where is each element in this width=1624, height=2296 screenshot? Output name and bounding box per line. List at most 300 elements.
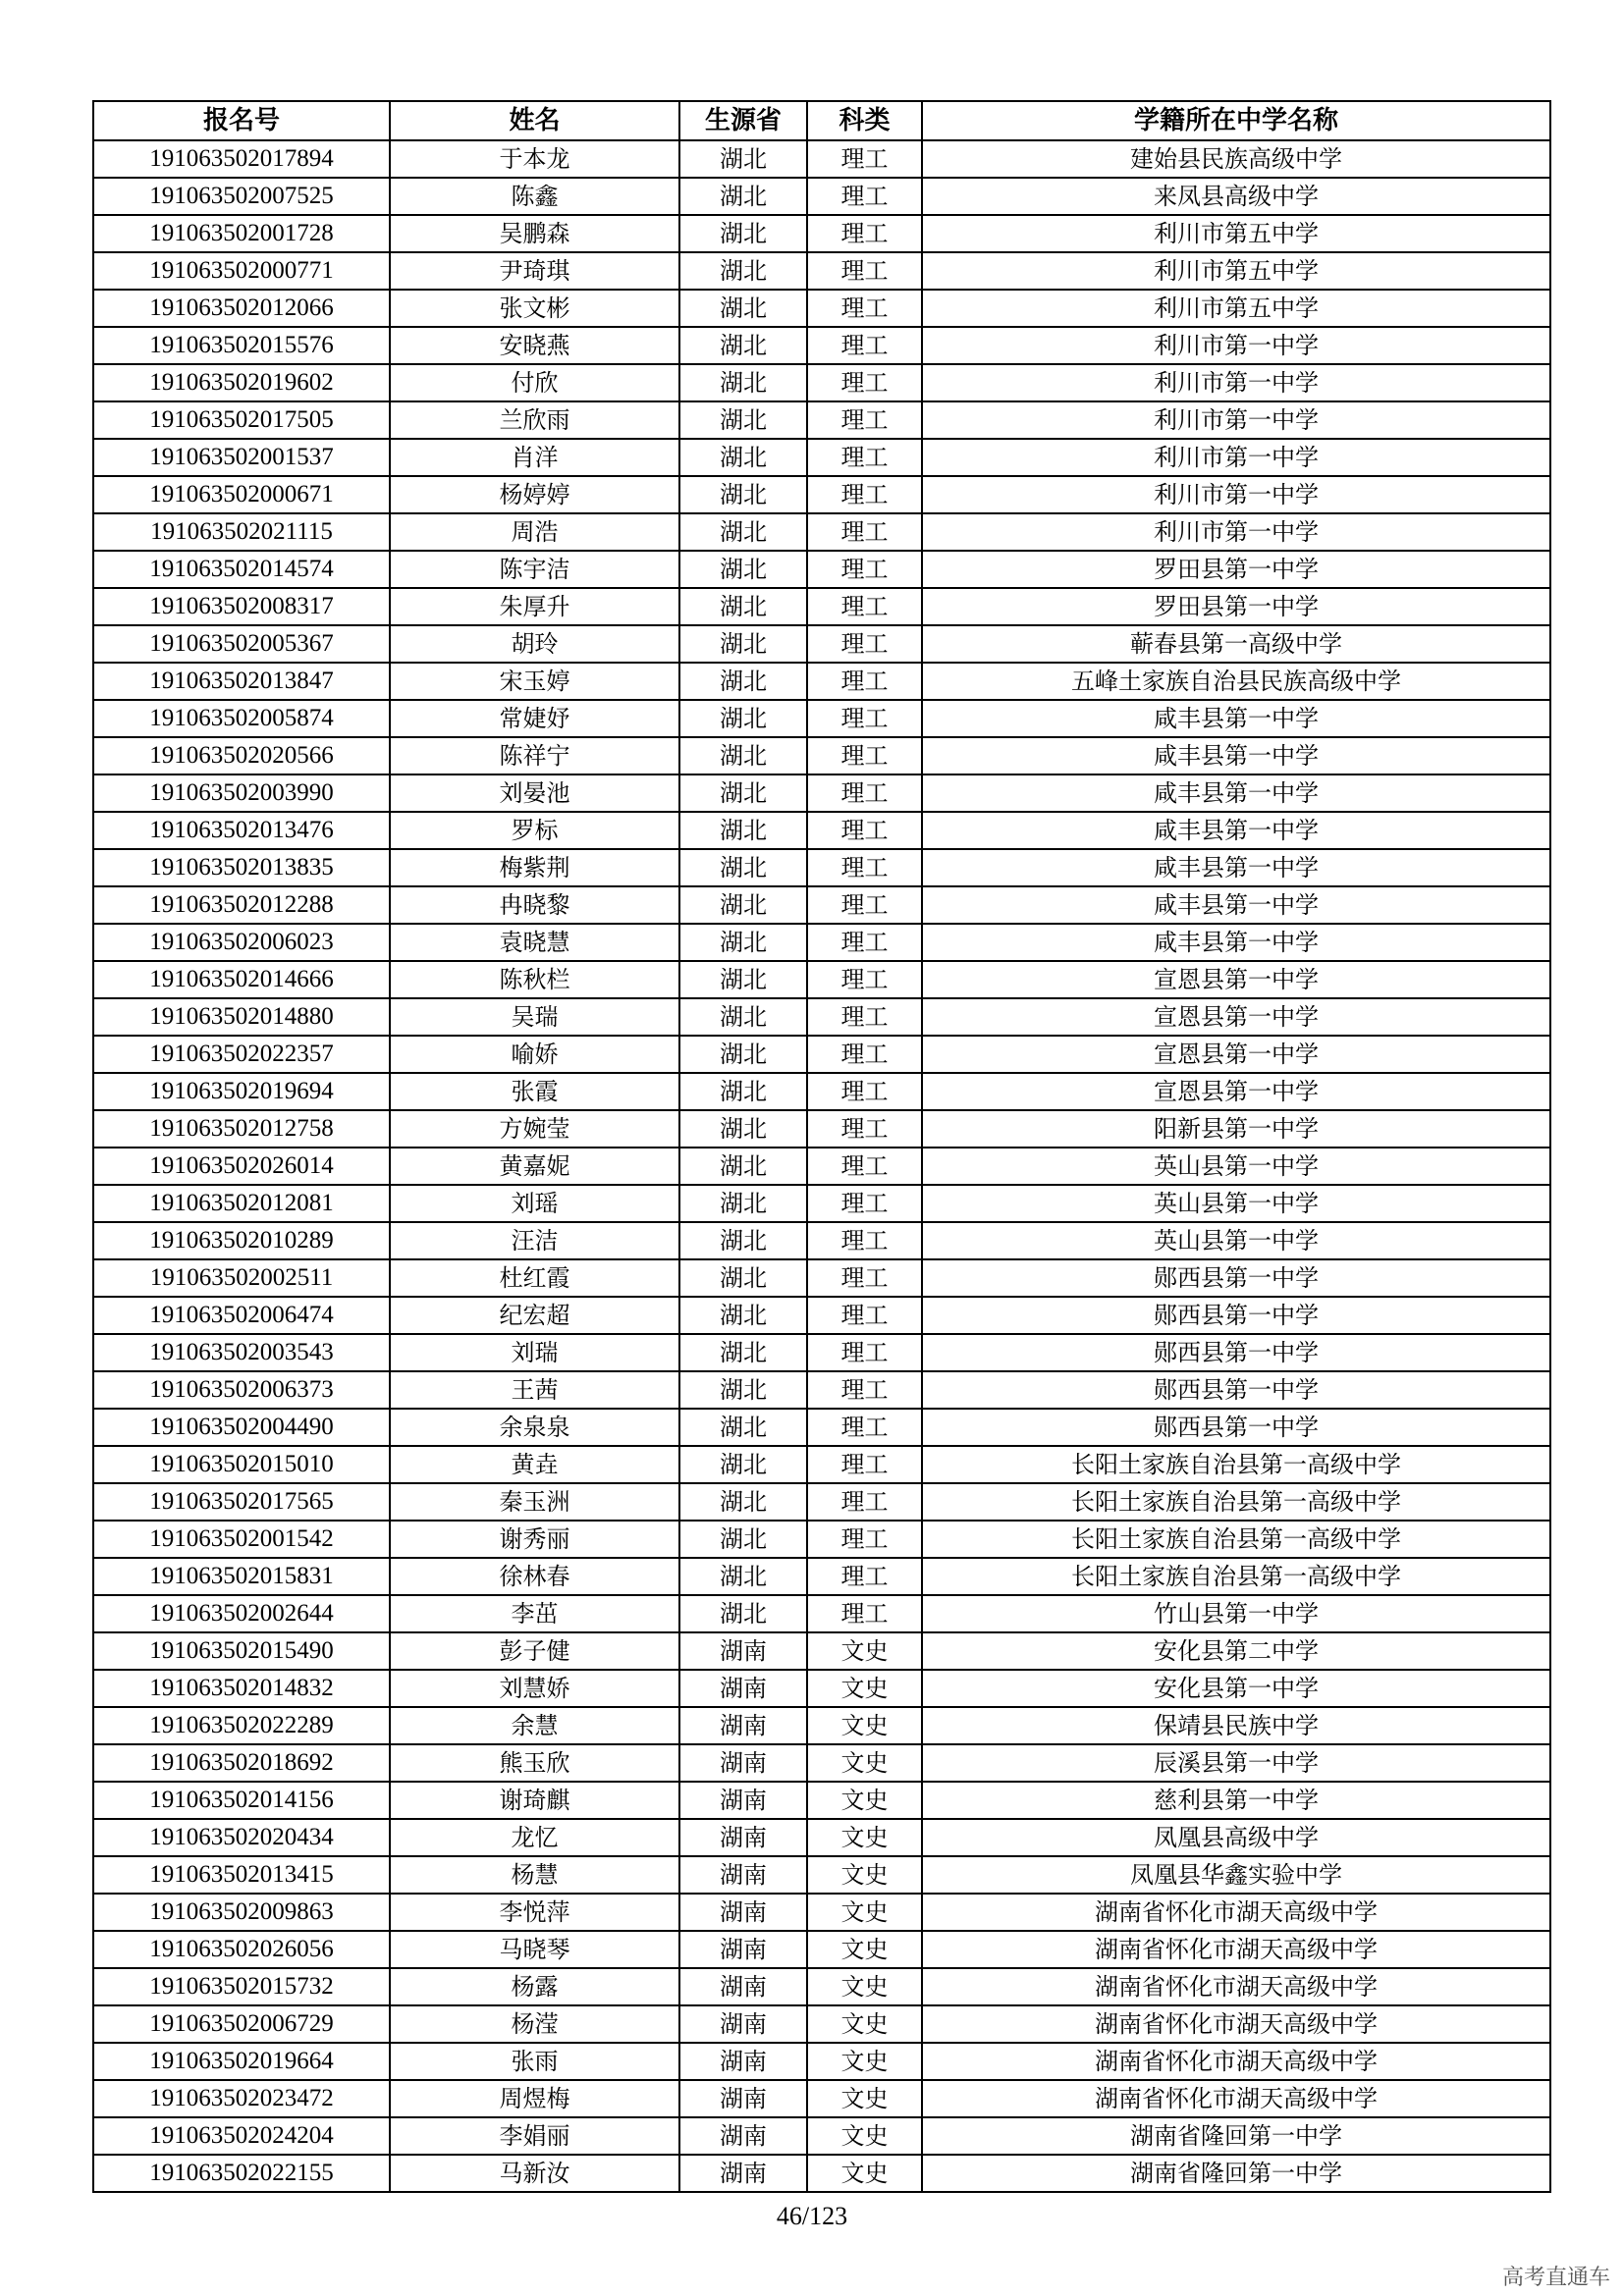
province-cell: 湖北 <box>679 998 807 1036</box>
name-cell: 付欣 <box>390 364 679 401</box>
province-cell: 湖北 <box>679 1595 807 1632</box>
subject-cell: 理工 <box>807 663 922 700</box>
reg-no-cell: 191063502026056 <box>93 1931 390 1968</box>
reg-no-cell: 191063502003543 <box>93 1334 390 1371</box>
subject-cell: 理工 <box>807 1446 922 1483</box>
school-cell: 湖南省怀化市湖天高级中学 <box>922 1894 1550 1931</box>
reg-no-cell: 191063502013476 <box>93 812 390 849</box>
province-cell: 湖北 <box>679 812 807 849</box>
school-cell: 咸丰县第一中学 <box>922 886 1550 924</box>
province-cell: 湖北 <box>679 215 807 252</box>
subject-cell: 理工 <box>807 849 922 886</box>
name-cell: 熊玉欣 <box>390 1744 679 1782</box>
reg-no-cell: 191063502006729 <box>93 2005 390 2043</box>
school-cell: 湖南省隆回第一中学 <box>922 2117 1550 2155</box>
table-row <box>93 1894 1550 1931</box>
school-cell: 利川市第一中学 <box>922 401 1550 439</box>
subject-cell: 文史 <box>807 2080 922 2117</box>
page-number: 46/123 <box>776 2202 848 2230</box>
province-cell: 湖北 <box>679 513 807 551</box>
subject-cell: 理工 <box>807 700 922 737</box>
school-cell: 郧西县第一中学 <box>922 1259 1550 1297</box>
name-cell: 陈祥宁 <box>390 737 679 774</box>
reg-no-cell: 191063502018692 <box>93 1744 390 1782</box>
school-cell: 湖南省隆回第一中学 <box>922 2155 1550 2192</box>
school-cell: 竹山县第一中学 <box>922 1595 1550 1632</box>
school-cell: 利川市第五中学 <box>922 215 1550 252</box>
name-cell: 周浩 <box>390 513 679 551</box>
reg-no-cell: 191063502019664 <box>93 2043 390 2080</box>
province-cell: 湖北 <box>679 663 807 700</box>
reg-no-cell: 191063502012081 <box>93 1185 390 1222</box>
name-cell: 杨婷婷 <box>390 476 679 513</box>
province-cell: 湖北 <box>679 1446 807 1483</box>
table-row <box>93 1483 1550 1521</box>
table-row <box>93 1297 1550 1334</box>
table-row <box>93 1036 1550 1073</box>
province-cell: 湖北 <box>679 588 807 625</box>
table-row <box>93 2043 1550 2080</box>
subject-cell: 理工 <box>807 1259 922 1297</box>
header-name: 姓名 <box>390 101 679 140</box>
province-cell: 湖北 <box>679 327 807 364</box>
reg-no-cell: 191063502012758 <box>93 1110 390 1148</box>
subject-cell: 理工 <box>807 327 922 364</box>
reg-no-cell: 191063502012066 <box>93 290 390 327</box>
school-cell: 保靖县民族中学 <box>922 1707 1550 1744</box>
province-cell: 湖北 <box>679 774 807 812</box>
table-row <box>93 1819 1550 1856</box>
school-cell: 湖南省怀化市湖天高级中学 <box>922 2080 1550 2117</box>
table-row <box>93 551 1550 588</box>
name-cell: 宋玉婷 <box>390 663 679 700</box>
school-cell: 长阳土家族自治县第一高级中学 <box>922 1483 1550 1521</box>
subject-cell: 理工 <box>807 924 922 961</box>
table-row <box>93 2005 1550 2043</box>
province-cell: 湖北 <box>679 1334 807 1371</box>
school-cell: 宣恩县第一中学 <box>922 1073 1550 1110</box>
table-row <box>93 774 1550 812</box>
name-cell: 黄嘉妮 <box>390 1148 679 1185</box>
school-cell: 湖南省怀化市湖天高级中学 <box>922 2043 1550 2080</box>
table-row <box>93 998 1550 1036</box>
table-row <box>93 588 1550 625</box>
school-cell: 五峰土家族自治县民族高级中学 <box>922 663 1550 700</box>
school-cell: 咸丰县第一中学 <box>922 737 1550 774</box>
table-row <box>93 1707 1550 1744</box>
name-cell: 马晓琴 <box>390 1931 679 1968</box>
school-cell: 凤凰县高级中学 <box>922 1819 1550 1856</box>
name-cell: 彭子健 <box>390 1632 679 1670</box>
school-cell: 咸丰县第一中学 <box>922 849 1550 886</box>
reg-no-cell: 191063502012288 <box>93 886 390 924</box>
province-cell: 湖北 <box>679 551 807 588</box>
reg-no-cell: 191063502015010 <box>93 1446 390 1483</box>
table-row <box>93 1521 1550 1558</box>
school-cell: 利川市第一中学 <box>922 327 1550 364</box>
name-cell: 安晓燕 <box>390 327 679 364</box>
province-cell: 湖北 <box>679 439 807 476</box>
name-cell: 杨慧 <box>390 1856 679 1894</box>
subject-cell: 文史 <box>807 1670 922 1707</box>
province-cell: 湖北 <box>679 178 807 215</box>
school-cell: 郧西县第一中学 <box>922 1297 1550 1334</box>
name-cell: 李茁 <box>390 1595 679 1632</box>
subject-cell: 文史 <box>807 1707 922 1744</box>
province-cell: 湖北 <box>679 1185 807 1222</box>
name-cell: 龙忆 <box>390 1819 679 1856</box>
reg-no-cell: 191063502021115 <box>93 513 390 551</box>
name-cell: 张霞 <box>390 1073 679 1110</box>
school-cell: 咸丰县第一中学 <box>922 774 1550 812</box>
province-cell: 湖南 <box>679 1782 807 1819</box>
subject-cell: 理工 <box>807 774 922 812</box>
province-cell: 湖北 <box>679 364 807 401</box>
school-cell: 长阳土家族自治县第一高级中学 <box>922 1521 1550 1558</box>
reg-no-cell: 191063502006373 <box>93 1371 390 1409</box>
subject-cell: 理工 <box>807 1558 922 1595</box>
province-cell: 湖南 <box>679 2155 807 2192</box>
reg-no-cell: 191063502002511 <box>93 1259 390 1297</box>
school-cell: 蕲春县第一高级中学 <box>922 625 1550 663</box>
province-cell: 湖南 <box>679 1819 807 1856</box>
province-cell: 湖北 <box>679 140 807 178</box>
province-cell: 湖北 <box>679 1297 807 1334</box>
subject-cell: 理工 <box>807 812 922 849</box>
province-cell: 湖南 <box>679 1744 807 1782</box>
subject-cell: 文史 <box>807 2155 922 2192</box>
subject-cell: 理工 <box>807 364 922 401</box>
table-row <box>93 513 1550 551</box>
name-cell: 于本龙 <box>390 140 679 178</box>
school-cell: 英山县第一中学 <box>922 1222 1550 1259</box>
school-cell: 湖南省怀化市湖天高级中学 <box>922 2005 1550 2043</box>
province-cell: 湖北 <box>679 700 807 737</box>
subject-cell: 文史 <box>807 1856 922 1894</box>
subject-cell: 理工 <box>807 1521 922 1558</box>
province-cell: 湖北 <box>679 1148 807 1185</box>
reg-no-cell: 191063502019694 <box>93 1073 390 1110</box>
reg-no-cell: 191063502019602 <box>93 364 390 401</box>
school-cell: 凤凰县华鑫实验中学 <box>922 1856 1550 1894</box>
subject-cell: 理工 <box>807 178 922 215</box>
table-row <box>93 886 1550 924</box>
name-cell: 陈宇洁 <box>390 551 679 588</box>
reg-no-cell: 191063502002644 <box>93 1595 390 1632</box>
province-cell: 湖南 <box>679 2080 807 2117</box>
name-cell: 朱厚升 <box>390 588 679 625</box>
school-cell: 利川市第五中学 <box>922 290 1550 327</box>
subject-cell: 文史 <box>807 1931 922 1968</box>
reg-no-cell: 191063502010289 <box>93 1222 390 1259</box>
reg-no-cell: 191063502006023 <box>93 924 390 961</box>
school-cell: 宣恩县第一中学 <box>922 1036 1550 1073</box>
province-cell: 湖北 <box>679 849 807 886</box>
reg-no-cell: 191063502015732 <box>93 1968 390 2005</box>
table-row <box>93 1744 1550 1782</box>
province-cell: 湖北 <box>679 252 807 290</box>
reg-no-cell: 191063502014880 <box>93 998 390 1036</box>
reg-no-cell: 191063502004490 <box>93 1409 390 1446</box>
reg-no-cell: 191063502003990 <box>93 774 390 812</box>
school-cell: 罗田县第一中学 <box>922 551 1550 588</box>
table-row <box>93 961 1550 998</box>
table-row <box>93 663 1550 700</box>
name-cell: 兰欣雨 <box>390 401 679 439</box>
name-cell: 纪宏超 <box>390 1297 679 1334</box>
province-cell: 湖南 <box>679 2043 807 2080</box>
province-cell: 湖南 <box>679 1968 807 2005</box>
province-cell: 湖南 <box>679 1707 807 1744</box>
subject-cell: 理工 <box>807 439 922 476</box>
subject-cell: 理工 <box>807 1409 922 1446</box>
table-row <box>93 439 1550 476</box>
school-cell: 来凤县高级中学 <box>922 178 1550 215</box>
subject-cell: 文史 <box>807 2117 922 2155</box>
name-cell: 张雨 <box>390 2043 679 2080</box>
province-cell: 湖北 <box>679 476 807 513</box>
subject-cell: 理工 <box>807 961 922 998</box>
reg-no-cell: 191063502020566 <box>93 737 390 774</box>
name-cell: 吴鹏森 <box>390 215 679 252</box>
school-cell: 罗田县第一中学 <box>922 588 1550 625</box>
table-row <box>93 1446 1550 1483</box>
name-cell: 周煜梅 <box>390 2080 679 2117</box>
province-cell: 湖北 <box>679 924 807 961</box>
table-row <box>93 1110 1550 1148</box>
name-cell: 余泉泉 <box>390 1409 679 1446</box>
reg-no-cell: 191063502000771 <box>93 252 390 290</box>
reg-no-cell: 191063502001542 <box>93 1521 390 1558</box>
table-row <box>93 252 1550 290</box>
name-cell: 黄垚 <box>390 1446 679 1483</box>
table-row <box>93 1185 1550 1222</box>
reg-no-cell: 191063502013415 <box>93 1856 390 1894</box>
table-row <box>93 737 1550 774</box>
table-row <box>93 2080 1550 2117</box>
province-cell: 湖北 <box>679 401 807 439</box>
subject-cell: 理工 <box>807 1073 922 1110</box>
subject-cell: 理工 <box>807 1222 922 1259</box>
province-cell: 湖北 <box>679 1483 807 1521</box>
table-row <box>93 140 1550 178</box>
reg-no-cell: 191063502013847 <box>93 663 390 700</box>
header-subject: 科类 <box>807 101 922 140</box>
table-row <box>93 1931 1550 1968</box>
subject-cell: 理工 <box>807 998 922 1036</box>
subject-cell: 理工 <box>807 140 922 178</box>
school-cell: 宣恩县第一中学 <box>922 961 1550 998</box>
name-cell: 王茜 <box>390 1371 679 1409</box>
subject-cell: 理工 <box>807 1297 922 1334</box>
reg-no-cell: 191063502013835 <box>93 849 390 886</box>
table-row <box>93 1148 1550 1185</box>
reg-no-cell: 191063502005874 <box>93 700 390 737</box>
name-cell: 冉晓黎 <box>390 886 679 924</box>
school-cell: 长阳土家族自治县第一高级中学 <box>922 1446 1550 1483</box>
school-cell: 湖南省怀化市湖天高级中学 <box>922 1968 1550 2005</box>
header-school: 学籍所在中学名称 <box>922 101 1550 140</box>
reg-no-cell: 191063502017565 <box>93 1483 390 1521</box>
subject-cell: 理工 <box>807 551 922 588</box>
name-cell: 张文彬 <box>390 290 679 327</box>
province-cell: 湖北 <box>679 1558 807 1595</box>
subject-cell: 文史 <box>807 1632 922 1670</box>
name-cell: 陈秋栏 <box>390 961 679 998</box>
table-row <box>93 1409 1550 1446</box>
roster-table <box>92 100 1551 2193</box>
school-cell: 利川市第一中学 <box>922 439 1550 476</box>
name-cell: 肖洋 <box>390 439 679 476</box>
name-cell: 谢琦麒 <box>390 1782 679 1819</box>
subject-cell: 理工 <box>807 1371 922 1409</box>
name-cell: 秦玉洲 <box>390 1483 679 1521</box>
name-cell: 陈鑫 <box>390 178 679 215</box>
subject-cell: 理工 <box>807 290 922 327</box>
province-cell: 湖北 <box>679 1036 807 1073</box>
school-cell: 利川市第五中学 <box>922 252 1550 290</box>
name-cell: 吴瑞 <box>390 998 679 1036</box>
subject-cell: 理工 <box>807 1185 922 1222</box>
school-cell: 辰溪县第一中学 <box>922 1744 1550 1782</box>
subject-cell: 文史 <box>807 1968 922 2005</box>
name-cell: 刘瑶 <box>390 1185 679 1222</box>
province-cell: 湖北 <box>679 737 807 774</box>
name-cell: 喻娇 <box>390 1036 679 1073</box>
subject-cell: 文史 <box>807 1894 922 1931</box>
table-row <box>93 1259 1550 1297</box>
name-cell: 方婉莹 <box>390 1110 679 1148</box>
table-row <box>93 2117 1550 2155</box>
subject-cell: 理工 <box>807 513 922 551</box>
name-cell: 谢秀丽 <box>390 1521 679 1558</box>
subject-cell: 文史 <box>807 1782 922 1819</box>
table-row <box>93 625 1550 663</box>
table-row <box>93 924 1550 961</box>
school-cell: 咸丰县第一中学 <box>922 700 1550 737</box>
province-cell: 湖南 <box>679 1632 807 1670</box>
table-row <box>93 178 1550 215</box>
table-row <box>93 1782 1550 1819</box>
subject-cell: 文史 <box>807 2043 922 2080</box>
table-row <box>93 812 1550 849</box>
school-cell: 长阳土家族自治县第一高级中学 <box>922 1558 1550 1595</box>
school-cell: 英山县第一中学 <box>922 1148 1550 1185</box>
province-cell: 湖南 <box>679 2005 807 2043</box>
school-cell: 郧西县第一中学 <box>922 1334 1550 1371</box>
table-row <box>93 1558 1550 1595</box>
subject-cell: 理工 <box>807 401 922 439</box>
school-cell: 郧西县第一中学 <box>922 1371 1550 1409</box>
reg-no-cell: 191063502015831 <box>93 1558 390 1595</box>
table-row <box>93 1856 1550 1894</box>
table-row <box>93 476 1550 513</box>
name-cell: 梅紫荆 <box>390 849 679 886</box>
school-cell: 郧西县第一中学 <box>922 1409 1550 1446</box>
reg-no-cell: 191063502014666 <box>93 961 390 998</box>
school-cell: 慈利县第一中学 <box>922 1782 1550 1819</box>
reg-no-cell: 191063502022155 <box>93 2155 390 2192</box>
subject-cell: 理工 <box>807 1036 922 1073</box>
reg-no-cell: 191063502022357 <box>93 1036 390 1073</box>
name-cell: 杜红霞 <box>390 1259 679 1297</box>
table-row <box>93 327 1550 364</box>
subject-cell: 理工 <box>807 1110 922 1148</box>
table-row <box>93 700 1550 737</box>
reg-no-cell: 191063502026014 <box>93 1148 390 1185</box>
subject-cell: 理工 <box>807 886 922 924</box>
name-cell: 马新汝 <box>390 2155 679 2192</box>
subject-cell: 理工 <box>807 737 922 774</box>
name-cell: 汪洁 <box>390 1222 679 1259</box>
name-cell: 徐林春 <box>390 1558 679 1595</box>
table-row <box>93 1968 1550 2005</box>
reg-no-cell: 191063502023472 <box>93 2080 390 2117</box>
province-cell: 湖北 <box>679 961 807 998</box>
reg-no-cell: 191063502008317 <box>93 588 390 625</box>
school-cell: 英山县第一中学 <box>922 1185 1550 1222</box>
province-cell: 湖北 <box>679 1073 807 1110</box>
subject-cell: 理工 <box>807 588 922 625</box>
subject-cell: 理工 <box>807 476 922 513</box>
subject-cell: 理工 <box>807 1483 922 1521</box>
table-body <box>93 140 1550 2192</box>
table-row <box>93 1595 1550 1632</box>
reg-no-cell: 191063502022289 <box>93 1707 390 1744</box>
reg-no-cell: 191063502020434 <box>93 1819 390 1856</box>
province-cell: 湖北 <box>679 290 807 327</box>
school-cell: 利川市第一中学 <box>922 364 1550 401</box>
table-row <box>93 401 1550 439</box>
header-province: 生源省 <box>679 101 807 140</box>
province-cell: 湖北 <box>679 1409 807 1446</box>
subject-cell: 理工 <box>807 1595 922 1632</box>
province-cell: 湖北 <box>679 1259 807 1297</box>
province-cell: 湖北 <box>679 1521 807 1558</box>
name-cell: 罗标 <box>390 812 679 849</box>
subject-cell: 理工 <box>807 625 922 663</box>
name-cell: 李悦萍 <box>390 1894 679 1931</box>
province-cell: 湖北 <box>679 886 807 924</box>
school-cell: 咸丰县第一中学 <box>922 924 1550 961</box>
province-cell: 湖北 <box>679 625 807 663</box>
school-cell: 建始县民族高级中学 <box>922 140 1550 178</box>
reg-no-cell: 191063502001537 <box>93 439 390 476</box>
name-cell: 余慧 <box>390 1707 679 1744</box>
table-row <box>93 849 1550 886</box>
school-cell: 利川市第一中学 <box>922 513 1550 551</box>
school-cell: 安化县第一中学 <box>922 1670 1550 1707</box>
header-row <box>93 101 1550 140</box>
name-cell: 袁晓慧 <box>390 924 679 961</box>
reg-no-cell: 191063502014832 <box>93 1670 390 1707</box>
table-row <box>93 1371 1550 1409</box>
name-cell: 刘晏池 <box>390 774 679 812</box>
table-row <box>93 1632 1550 1670</box>
reg-no-cell: 191063502007525 <box>93 178 390 215</box>
reg-no-cell: 191063502014574 <box>93 551 390 588</box>
school-cell: 湖南省怀化市湖天高级中学 <box>922 1931 1550 1968</box>
subject-cell: 文史 <box>807 1819 922 1856</box>
table-row <box>93 364 1550 401</box>
province-cell: 湖南 <box>679 1931 807 1968</box>
province-cell: 湖南 <box>679 1856 807 1894</box>
table-row <box>93 1073 1550 1110</box>
reg-no-cell: 191063502024204 <box>93 2117 390 2155</box>
province-cell: 湖北 <box>679 1371 807 1409</box>
table-row <box>93 1334 1550 1371</box>
province-cell: 湖南 <box>679 1670 807 1707</box>
